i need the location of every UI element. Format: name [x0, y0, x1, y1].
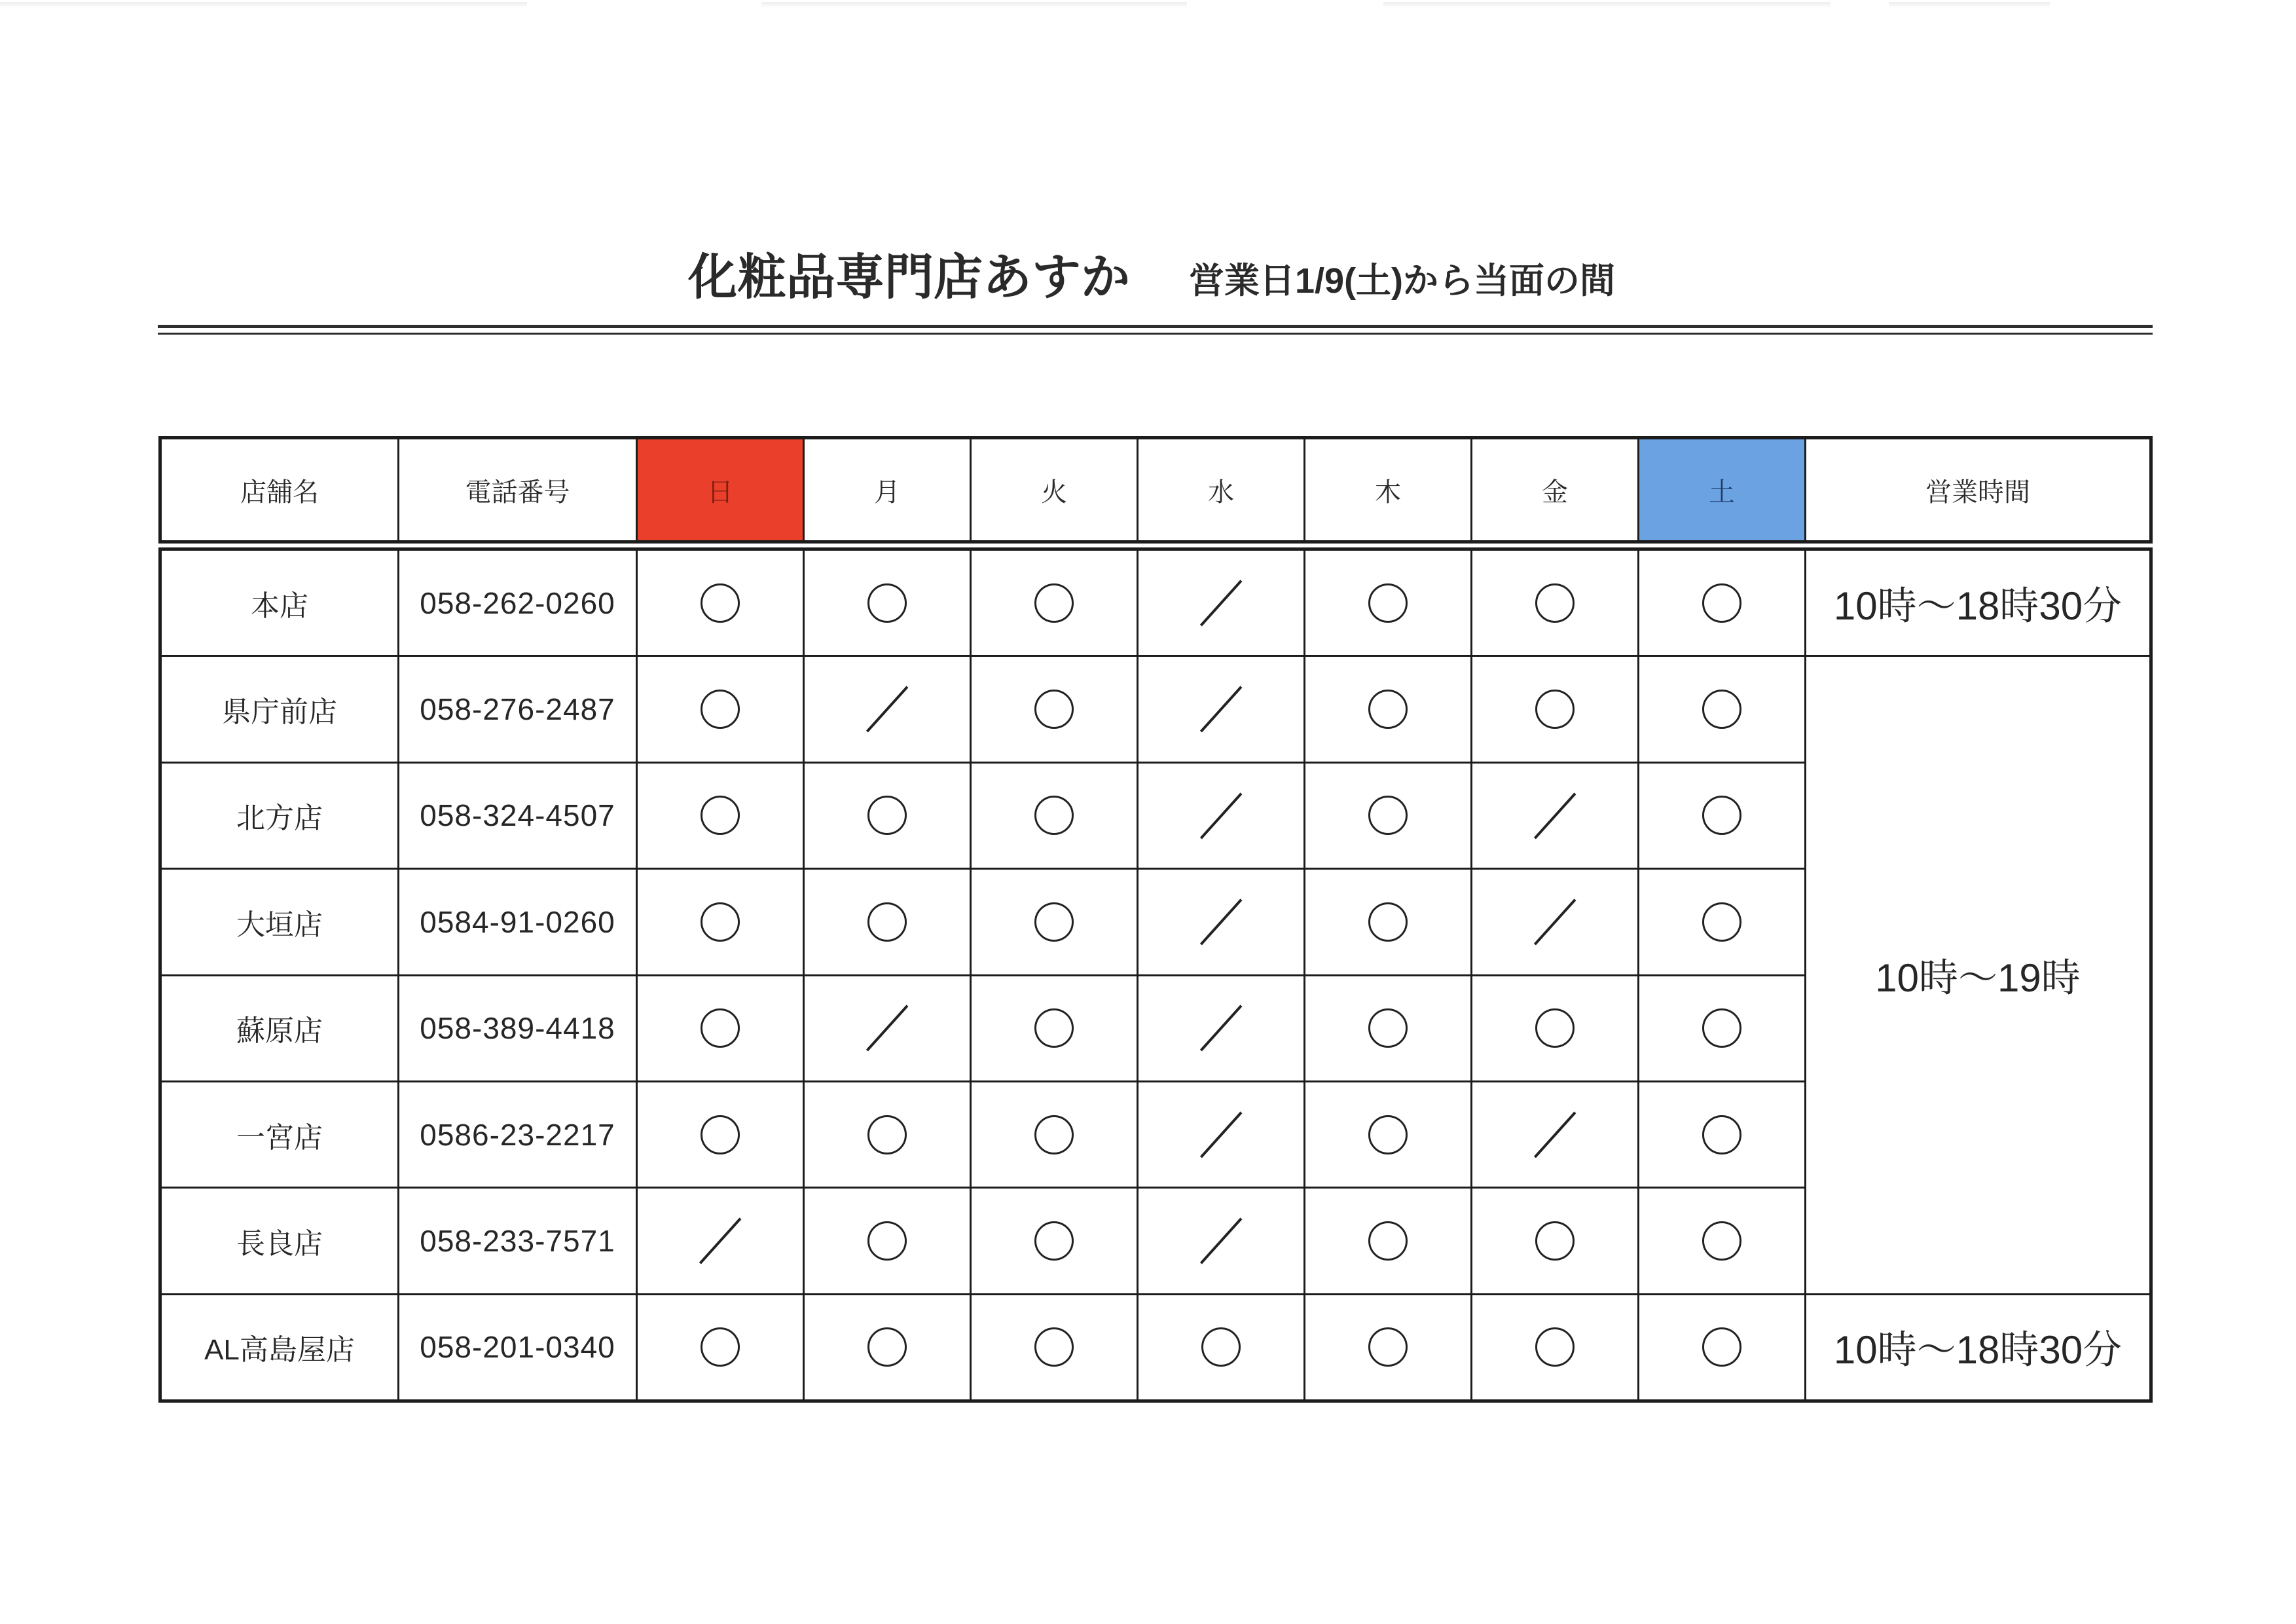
- circle-icon: [1034, 796, 1074, 835]
- day-cell: [1139, 1295, 1303, 1399]
- circle-icon: [1535, 583, 1575, 623]
- column-header-sunday: 日: [638, 439, 803, 540]
- day-cell: [1472, 1295, 1637, 1399]
- day-cell: [1472, 976, 1637, 1080]
- day-cell: [972, 1189, 1137, 1293]
- store-phone: 0586-23-2217: [399, 1082, 636, 1187]
- day-cell: [805, 870, 970, 974]
- day-cell: [1472, 1189, 1637, 1293]
- day-cell: [638, 1295, 803, 1399]
- slash-icon: [1200, 686, 1242, 733]
- day-cell: [638, 1082, 803, 1187]
- circle-icon: [701, 796, 740, 835]
- circle-icon: [1034, 1008, 1074, 1048]
- day-cell: [1639, 1295, 1804, 1399]
- store-phone: 058-201-0340: [399, 1295, 636, 1399]
- circle-icon: [867, 583, 907, 623]
- circle-icon: [867, 1327, 907, 1367]
- day-cell: [1305, 764, 1470, 868]
- scan-edge-mark: [761, 2, 1187, 8]
- circle-icon: [1201, 1327, 1241, 1367]
- store-name: 長良店: [162, 1189, 397, 1293]
- slash-icon: [1200, 1218, 1242, 1264]
- day-cell: [1472, 1082, 1637, 1187]
- day-cell: [972, 870, 1137, 974]
- circle-icon: [1702, 690, 1741, 729]
- day-cell: [805, 1295, 970, 1399]
- day-cell: [1139, 657, 1303, 761]
- day-cell: [1305, 1082, 1470, 1187]
- day-cell: [972, 1295, 1137, 1399]
- day-cell: [972, 551, 1137, 655]
- page-title: 化粧品専門店あすか: [688, 249, 1131, 304]
- circle-icon: [1034, 902, 1074, 942]
- column-header-store: 店舗名: [162, 439, 397, 540]
- day-cell: [972, 976, 1137, 1080]
- store-name: 蘇原店: [162, 976, 397, 1080]
- hours-cell: 10時～18時30分: [1806, 551, 2149, 655]
- column-header-tuesday: 火: [972, 439, 1137, 540]
- circle-icon: [1535, 1008, 1575, 1048]
- slash-icon: [866, 1005, 908, 1052]
- day-cell: [638, 976, 803, 1080]
- circle-icon: [1034, 1221, 1074, 1261]
- day-cell: [1305, 976, 1470, 1080]
- circle-icon: [1368, 1221, 1408, 1261]
- schedule-table-header: [158, 436, 2153, 544]
- circle-icon: [1034, 1115, 1074, 1154]
- circle-icon: [867, 1115, 907, 1154]
- day-cell: [805, 657, 970, 761]
- circle-icon: [1702, 1008, 1741, 1048]
- slash-icon: [1200, 580, 1242, 626]
- day-cell: [1639, 870, 1804, 974]
- circle-icon: [1535, 1327, 1575, 1367]
- day-cell: [1639, 1082, 1804, 1187]
- day-cell: [805, 551, 970, 655]
- hours-cell: 10時～18時30分: [1806, 1295, 2149, 1399]
- circle-icon: [1034, 1327, 1074, 1367]
- column-header-monday: 月: [805, 439, 970, 540]
- day-cell: [1472, 551, 1637, 655]
- circle-icon: [1368, 1327, 1408, 1367]
- day-cell: [972, 1082, 1137, 1187]
- circle-icon: [1702, 1221, 1741, 1261]
- slash-icon: [1200, 1005, 1242, 1052]
- day-cell: [638, 870, 803, 974]
- day-cell: [1472, 870, 1637, 974]
- day-cell: [1139, 1082, 1303, 1187]
- store-phone: 058-324-4507: [399, 764, 636, 868]
- slash-icon: [699, 1218, 741, 1264]
- day-cell: [1305, 657, 1470, 761]
- day-cell: [805, 764, 970, 868]
- schedule-table-body: [158, 547, 2153, 1403]
- store-name: 本店: [162, 551, 397, 655]
- slash-icon: [866, 686, 908, 733]
- column-header-thursday: 木: [1305, 439, 1470, 540]
- circle-icon: [1368, 1008, 1408, 1048]
- scan-edge-mark: [1383, 2, 1831, 8]
- slash-icon: [1200, 792, 1242, 839]
- day-cell: [1639, 976, 1804, 1080]
- column-header-friday: 金: [1472, 439, 1637, 540]
- day-cell: [1305, 1295, 1470, 1399]
- circle-icon: [701, 690, 740, 729]
- day-cell: [1305, 1189, 1470, 1293]
- day-cell: [1139, 551, 1303, 655]
- circle-icon: [1034, 690, 1074, 729]
- circle-icon: [701, 1008, 740, 1048]
- scan-edge-mark: [0, 2, 527, 8]
- day-cell: [638, 1189, 803, 1293]
- day-cell: [1139, 1189, 1303, 1293]
- day-cell: [805, 1189, 970, 1293]
- title-double-rule: [158, 325, 2153, 335]
- day-cell: [1305, 870, 1470, 974]
- store-phone: 0584-91-0260: [399, 870, 636, 974]
- day-cell: [1639, 1189, 1804, 1293]
- day-cell: [1139, 764, 1303, 868]
- day-cell: [1305, 551, 1470, 655]
- day-cell: [1639, 764, 1804, 868]
- day-cell: [638, 657, 803, 761]
- circle-icon: [701, 583, 740, 623]
- store-phone: 058-233-7571: [399, 1189, 636, 1293]
- slash-icon: [1200, 898, 1242, 945]
- circle-icon: [701, 902, 740, 942]
- day-cell: [805, 1082, 970, 1187]
- day-cell: [972, 764, 1137, 868]
- day-cell: [638, 764, 803, 868]
- day-cell: [1639, 657, 1804, 761]
- circle-icon: [701, 1327, 740, 1367]
- day-cell: [1472, 657, 1637, 761]
- circle-icon: [701, 1115, 740, 1154]
- circle-icon: [1368, 1115, 1408, 1154]
- circle-icon: [1368, 796, 1408, 835]
- day-cell: [638, 551, 803, 655]
- circle-icon: [867, 902, 907, 942]
- store-name: AL高島屋店: [162, 1295, 397, 1399]
- day-cell: [1639, 551, 1804, 655]
- day-cell: [1139, 976, 1303, 1080]
- day-cell: [805, 976, 970, 1080]
- circle-icon: [1368, 690, 1408, 729]
- circle-icon: [1034, 583, 1074, 623]
- circle-icon: [1702, 902, 1741, 942]
- circle-icon: [1702, 1115, 1741, 1154]
- column-header-hours: 営業時間: [1806, 439, 2149, 540]
- hours-cell-merged: 10時～19時: [1806, 657, 2149, 1293]
- circle-icon: [1368, 583, 1408, 623]
- store-name: 県庁前店: [162, 657, 397, 761]
- circle-icon: [1702, 796, 1741, 835]
- circle-icon: [867, 1221, 907, 1261]
- slash-icon: [1534, 792, 1576, 839]
- day-cell: [1139, 870, 1303, 974]
- store-name: 一宮店: [162, 1082, 397, 1187]
- column-header-saturday: 土: [1639, 439, 1804, 540]
- store-name: 大垣店: [162, 870, 397, 974]
- store-phone: 058-389-4418: [399, 976, 636, 1080]
- slash-icon: [1534, 898, 1576, 945]
- column-header-phone: 電話番号: [399, 439, 636, 540]
- circle-icon: [1702, 583, 1741, 623]
- store-phone: 058-262-0260: [399, 551, 636, 655]
- column-header-wednesday: 水: [1139, 439, 1303, 540]
- page-subtitle: 営業日1/9(土)から当面の間: [1189, 261, 1616, 301]
- store-phone: 058-276-2487: [399, 657, 636, 761]
- circle-icon: [1535, 1221, 1575, 1261]
- store-name: 北方店: [162, 764, 397, 868]
- slash-icon: [1534, 1111, 1576, 1158]
- circle-icon: [867, 796, 907, 835]
- circle-icon: [1535, 690, 1575, 729]
- scan-edge-mark: [1889, 2, 2050, 8]
- day-cell: [972, 657, 1137, 761]
- day-cell: [1472, 764, 1637, 868]
- circle-icon: [1368, 902, 1408, 942]
- slash-icon: [1200, 1111, 1242, 1158]
- circle-icon: [1702, 1327, 1741, 1367]
